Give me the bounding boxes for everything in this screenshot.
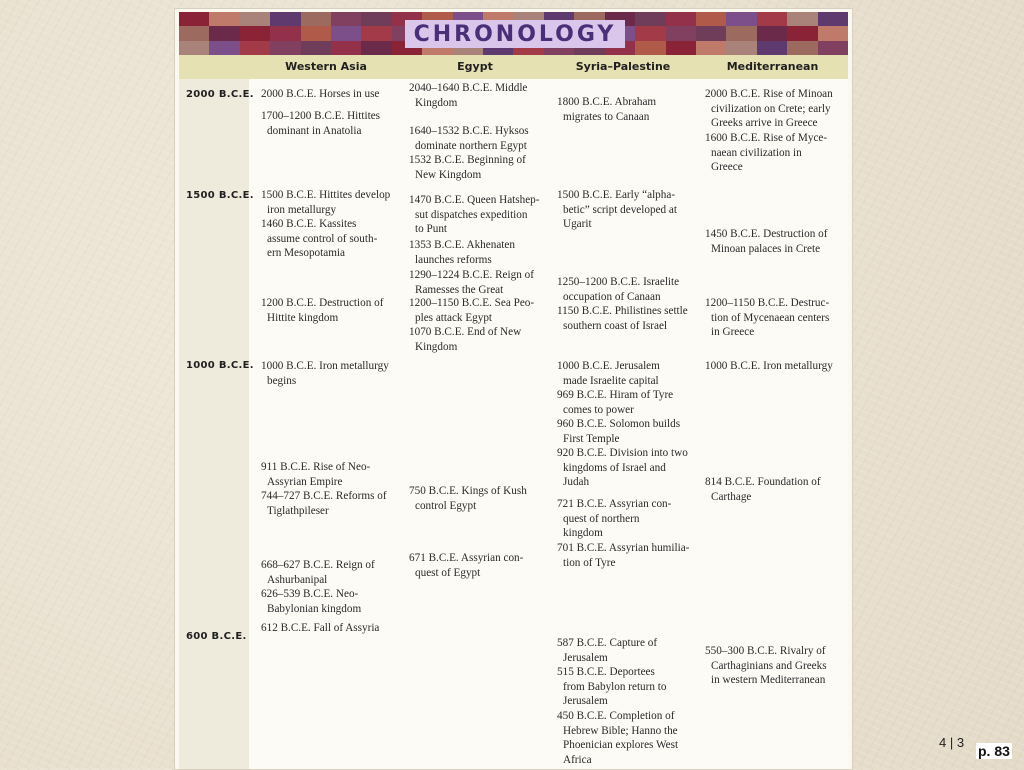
event-text: 1460 B.C.E. Kassites [261,218,357,230]
event-text-continued: Jerusalem [563,695,608,708]
event-text-continued: betic” script developed at [563,203,677,216]
event-text-continued: Greece [711,161,743,174]
event-text-continued: Judah [563,476,590,489]
event-text: 814 B.C.E. Foundation of [705,476,821,488]
event-text-continued: Tiglathpileser [267,504,329,517]
event-text: 1470 B.C.E. Queen Hatshep- [409,194,540,206]
event-text-continued: Phoenician explores West [563,739,679,752]
timeline-event [261,296,383,325]
event-text-continued: Hittite kingdom [267,311,339,324]
timeline-event [261,460,370,489]
event-text-continued: Jerusalem [563,651,608,664]
chronology-title: CHRONOLOGY [405,20,625,48]
event-text: 2040–1640 B.C.E. Middle [409,82,528,94]
event-text: 550–300 B.C.E. Rivalry of [705,645,826,657]
column-header-syria-palestine: Syria–Palestine [575,60,671,73]
timeline-event [261,587,361,616]
event-text-continued: Carthaginians and Greeks [711,659,827,672]
timeline-event [409,193,540,237]
event-text: 911 B.C.E. Rise of Neo- [261,461,371,473]
timeline-event [557,709,678,767]
timeline-event [705,227,827,256]
event-text: 612 B.C.E. Fall of Assyria [261,622,380,634]
event-text-continued: Hebrew Bible; Hanno the [563,724,678,737]
event-text-continued: in western Mediterranean [711,674,826,687]
timeline-event [409,551,523,580]
event-text-continued: Greeks arrive in Greece [711,117,818,130]
event-text: 1353 B.C.E. Akhenaten [409,239,515,251]
timeline-event [409,268,534,297]
event-text: 1640–1532 B.C.E. Hyksos [409,125,529,137]
event-text: 1070 B.C.E. End of New [409,326,522,338]
event-text: 1800 B.C.E. Abraham [557,96,657,108]
event-text: 1200–1150 B.C.E. Destruc- [705,297,830,309]
event-text-continued: Ramesses the Great [415,283,504,296]
event-text-continued: to Punt [415,223,448,236]
timeline-event [261,109,380,138]
event-text: 671 B.C.E. Assyrian con- [409,552,524,564]
event-text: 920 B.C.E. Division into two [557,447,688,459]
event-text-continued: begins [267,374,297,387]
event-text-continued: sut dispatches expedition [415,208,528,221]
timeline-event [557,275,679,304]
event-text: 2000 B.C.E. Horses in use [261,88,380,100]
timeline-event [261,87,379,102]
timeline-event [705,475,821,504]
event-text-continued: quest of Egypt [415,566,481,579]
event-text-continued: tion of Mycenaean centers [711,311,830,324]
event-text-continued: naean civilization in [711,146,802,159]
timeline-event [409,81,527,110]
event-text-continued: Assyrian Empire [267,475,343,488]
event-text: 960 B.C.E. Solomon builds [557,418,681,430]
timeline-event [705,131,827,175]
event-text-continued: Ashurbanipal [267,573,328,586]
timeline-event [409,124,529,153]
event-text: 587 B.C.E. Capture of [557,637,658,649]
event-text-continued: kingdoms of Israel and [563,461,666,474]
timeline-event [409,325,521,354]
timeline-event [557,304,688,333]
date-marker: 1500 B.C.E. [186,190,254,201]
event-text-continued: in Greece [711,326,755,339]
timeline-event [557,446,688,490]
event-text-continued: Minoan palaces in Crete [711,242,821,255]
event-text-continued: launches reforms [415,253,492,266]
timeline-event [261,217,377,261]
event-text-continued: southern coast of Israel [563,319,668,332]
timeline-event [557,388,673,417]
timeline-event [557,95,656,124]
timeline-event [261,621,379,636]
event-text: 750 B.C.E. Kings of Kush [409,485,527,497]
event-text-continued: Babylonian kingdom [267,602,362,615]
timeline-event [557,665,666,709]
event-text-continued: Kingdom [415,96,458,109]
slide-pager: 4 | 3 [939,735,965,750]
event-text: 1250–1200 B.C.E. Israelite [557,276,680,288]
date-marker: 1000 B.C.E. [186,360,254,371]
event-text-continued: Africa [563,753,592,766]
event-text-continued: migrates to Canaan [563,110,650,123]
event-text-continued: kingdom [563,527,603,540]
event-text: 2000 B.C.E. Rise of Minoan [705,88,833,100]
event-text-continued: quest of northern [563,512,640,525]
timeline-event [409,296,534,325]
timeline-event [557,417,680,446]
event-text: 1200–1150 B.C.E. Sea Peo- [409,297,535,309]
event-text-continued: control Egypt [415,499,477,512]
event-text: 1500 B.C.E. Early “alpha- [557,189,676,201]
event-text: 1700–1200 B.C.E. Hittites [261,110,381,122]
timeline-event [557,359,660,388]
chronology-table-body [179,79,848,769]
timeline-event [557,497,671,541]
timeline-event [557,188,677,232]
timeline-event [409,238,515,267]
timeline-event [705,87,833,131]
event-text-continued: iron metallurgy [267,203,337,216]
event-text-continued: New Kingdom [415,168,482,181]
event-text-continued: comes to power [563,403,634,416]
timeline-event [261,558,375,587]
event-text: 1500 B.C.E. Hittites develop [261,189,391,201]
timeline-event [261,188,390,217]
event-text-continued: civilization on Crete; early [711,102,831,115]
event-text-continued: occupation of Canaan [563,290,661,303]
timeline-event [705,359,833,374]
event-text-continued: assume control of south- [267,232,378,245]
timeline-event [261,359,389,388]
column-header-mediterranean: Mediterranean [726,60,819,73]
timeline-event [557,636,657,665]
event-text: 701 B.C.E. Assyrian humilia- [557,542,690,554]
event-text: 969 B.C.E. Hiram of Tyre [557,389,674,401]
timeline-event [409,153,526,182]
event-text-continued: dominant in Anatolia [267,124,362,137]
chronology-page [174,8,853,770]
event-text-continued: ples attack Egypt [415,311,493,324]
event-text: 1000 B.C.E. Jerusalem [557,360,660,372]
event-text: 1450 B.C.E. Destruction of [705,228,828,240]
timeline-event [557,541,689,570]
timeline-event [261,489,387,518]
page-reference: p. 83 [978,743,1010,759]
event-text: 1290–1224 B.C.E. Reign of [409,269,534,281]
event-text-continued: made Israelite capital [563,374,659,387]
event-text: 744–727 B.C.E. Reforms of [261,490,387,502]
timeline-event [705,296,829,340]
column-header-western-asia: Western Asia [285,60,367,73]
chronology-banner [179,12,848,55]
event-text: 721 B.C.E. Assyrian con- [557,498,672,510]
event-text-continued: Carthage [711,490,752,503]
event-text: 1000 B.C.E. Iron metallurgy [705,360,833,372]
event-text: 1600 B.C.E. Rise of Myce- [705,132,828,144]
date-marker: 2000 B.C.E. [186,89,254,100]
event-text: 668–627 B.C.E. Reign of [261,559,375,571]
event-text-continued: Ugarit [563,218,592,231]
date-marker: 600 B.C.E. [186,631,247,642]
event-text-continued: from Babylon return to [563,680,667,693]
event-text: 1532 B.C.E. Beginning of [409,154,526,166]
event-text: 515 B.C.E. Deportees [557,666,655,678]
event-text: 450 B.C.E. Completion of [557,710,675,722]
event-text: 1150 B.C.E. Philistines settle [557,305,688,317]
timeline-event [705,644,827,688]
column-header-row [179,55,848,79]
event-text-continued: ern Mesopotamia [267,247,345,260]
event-text-continued: tion of Tyre [563,556,616,569]
event-text: 1000 B.C.E. Iron metallurgy [261,360,389,372]
timeline-event [409,484,527,513]
date-column [179,79,254,769]
column-header-egypt: Egypt [457,60,493,73]
event-text-continued: First Temple [563,432,620,445]
event-text-continued: dominate northern Egypt [415,139,527,152]
event-text: 626–539 B.C.E. Neo- [261,588,359,600]
event-text-continued: Kingdom [415,340,458,353]
event-text: 1200 B.C.E. Destruction of [261,297,384,309]
